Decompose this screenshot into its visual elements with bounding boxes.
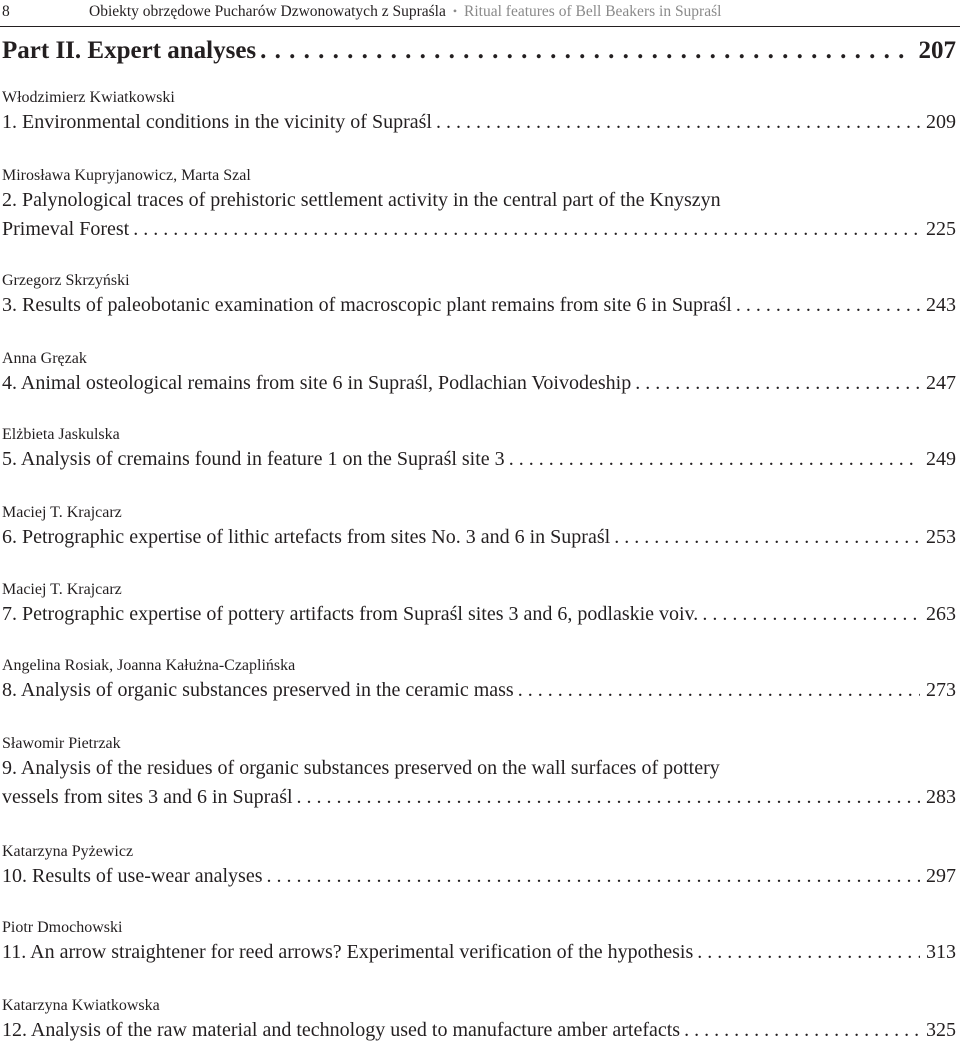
toc-entry[interactable] (2, 271, 956, 320)
toc-entry[interactable] (2, 656, 956, 705)
part-heading[interactable] (2, 34, 956, 68)
entry-author: Grzegorz Skrzyński (2, 272, 130, 289)
entry-title: 10. Results of use-wear analyses (2, 865, 263, 887)
entry-page-number: 225 (926, 218, 956, 240)
entry-author: Mirosława Kupryjanowicz, Marta Szal (2, 167, 251, 184)
entry-title-line (2, 938, 956, 967)
toc-entry[interactable] (2, 734, 956, 812)
entry-author: Katarzyna Kwiatkowska (2, 997, 160, 1014)
entry-title-block (2, 862, 956, 891)
entry-author: Maciej T. Krajcarz (2, 581, 122, 598)
entry-title-first-line: 2. Palynological traces of prehistoric settlement activity in the central part of the Knyszyn (2, 189, 721, 211)
entry-title-line (2, 1016, 956, 1045)
entry-page-number: 313 (926, 941, 956, 963)
entry-title-block (2, 938, 956, 967)
entry-title-block (2, 1016, 956, 1045)
header-title-pl: Obiekty obrzędowe Pucharów Dzwonowatych z Supraśla (89, 3, 446, 20)
dot-leader (635, 369, 920, 398)
entry-title-first-line: 9. Analysis of the residues of organic substances preserved on the wall surfaces of pottery (2, 757, 720, 779)
entry-title: 12. Analysis of the raw material and technology used to manufacture amber artefacts (2, 1019, 681, 1041)
entry-author: Maciej T. Krajcarz (2, 504, 122, 521)
entry-title-block (2, 291, 956, 320)
toc-entry[interactable] (2, 349, 956, 398)
entry-title-block (2, 676, 956, 705)
entry-title-block (2, 754, 956, 812)
entry-page-number: 243 (926, 294, 956, 316)
dot-leader (702, 600, 920, 629)
entry-title: 7. Petrographic expertise of pottery artifacts from Supraśl sites 3 and 6, podlaskie voiv. (2, 603, 699, 625)
entry-author: Angelina Rosiak, Joanna Kałużna-Czaplińska (2, 657, 296, 674)
entry-title-block (2, 108, 956, 137)
entry-author: Włodzimierz Kwiatkowski (2, 89, 175, 106)
entry-page-number: 325 (926, 1019, 956, 1041)
part-page-number: 207 (918, 37, 956, 64)
entry-title: 8. Analysis of organic substances preserved in the ceramic mass (2, 679, 514, 701)
entry-title-line (2, 783, 956, 812)
dot-leader (509, 445, 920, 474)
running-header (0, 0, 960, 27)
header-separator: • (452, 4, 458, 18)
entry-page-number: 209 (926, 111, 956, 133)
part-title: Part II. Expert analyses (2, 37, 257, 64)
toc-entry[interactable] (2, 842, 956, 891)
dot-leader (297, 783, 920, 812)
dot-leader (684, 1016, 920, 1045)
entry-author: Elżbieta Jaskulska (2, 426, 120, 443)
entry-title: 6. Petrographic expertise of lithic artefacts from sites No. 3 and 6 in Supraśl (2, 526, 611, 548)
entry-title-block (2, 445, 956, 474)
entry-page-number: 283 (926, 786, 956, 808)
entry-title-line (2, 215, 956, 244)
page-number: 8 (2, 3, 10, 20)
toc-entry[interactable] (2, 503, 956, 552)
entry-title-block (2, 186, 956, 244)
dot-leader (267, 862, 921, 891)
entry-title-line (2, 445, 956, 474)
toc-entry[interactable] (2, 918, 956, 967)
toc-entry[interactable] (2, 88, 956, 137)
entry-page-number: 249 (926, 448, 956, 470)
dot-leader (436, 108, 920, 137)
entry-title: 4. Animal osteological remains from site 6 in Supraśl, Podlachian Voivodeship (2, 372, 632, 394)
dot-leader (697, 938, 920, 967)
entry-author: Piotr Dmochowski (2, 919, 123, 936)
dot-leader (260, 34, 912, 68)
entry-page-number: 247 (926, 372, 956, 394)
entry-page-number: 253 (926, 526, 956, 548)
entry-title: 5. Analysis of cremains found in feature 1 on the Supraśl site 3 (2, 448, 505, 470)
entry-author: Katarzyna Pyżewicz (2, 843, 134, 860)
entry-title-block (2, 523, 956, 552)
entry-title: 3. Results of paleobotanic examination of macroscopic plant remains from site 6 in Supraśl (2, 294, 732, 316)
entry-title: 11. An arrow straightener for reed arrows? Experimental verification of the hypothesis (2, 941, 694, 963)
entry-title-line (2, 676, 956, 705)
header-titles (89, 0, 721, 24)
entry-title-line (2, 862, 956, 891)
toc-entry[interactable] (2, 996, 956, 1045)
entry-title: vessels from sites 3 and 6 in Supraśl (2, 786, 293, 808)
entry-title-block (2, 369, 956, 398)
toc-entry[interactable] (2, 166, 956, 244)
toc-entry[interactable] (2, 580, 956, 629)
header-title-en: Ritual features of Bell Beakers in Supraśl (464, 3, 722, 20)
entry-title: 1. Environmental conditions in the vicinity of Supraśl (2, 111, 432, 133)
entry-title-line (2, 291, 956, 320)
dot-leader (736, 291, 920, 320)
entry-title-line (2, 600, 956, 629)
entry-title-line (2, 523, 956, 552)
toc-entry[interactable] (2, 425, 956, 474)
entry-title-block (2, 600, 956, 629)
dot-leader (133, 215, 920, 244)
entry-author: Anna Gręzak (2, 350, 87, 367)
entry-page-number: 263 (926, 603, 956, 625)
dot-leader (614, 523, 920, 552)
dot-leader (518, 676, 920, 705)
entry-title-line (2, 369, 956, 398)
entry-author: Sławomir Pietrzak (2, 735, 121, 752)
entry-title: Primeval Forest (2, 218, 130, 240)
entry-page-number: 273 (926, 679, 956, 701)
entry-title-line (2, 108, 956, 137)
entry-page-number: 297 (926, 865, 956, 887)
